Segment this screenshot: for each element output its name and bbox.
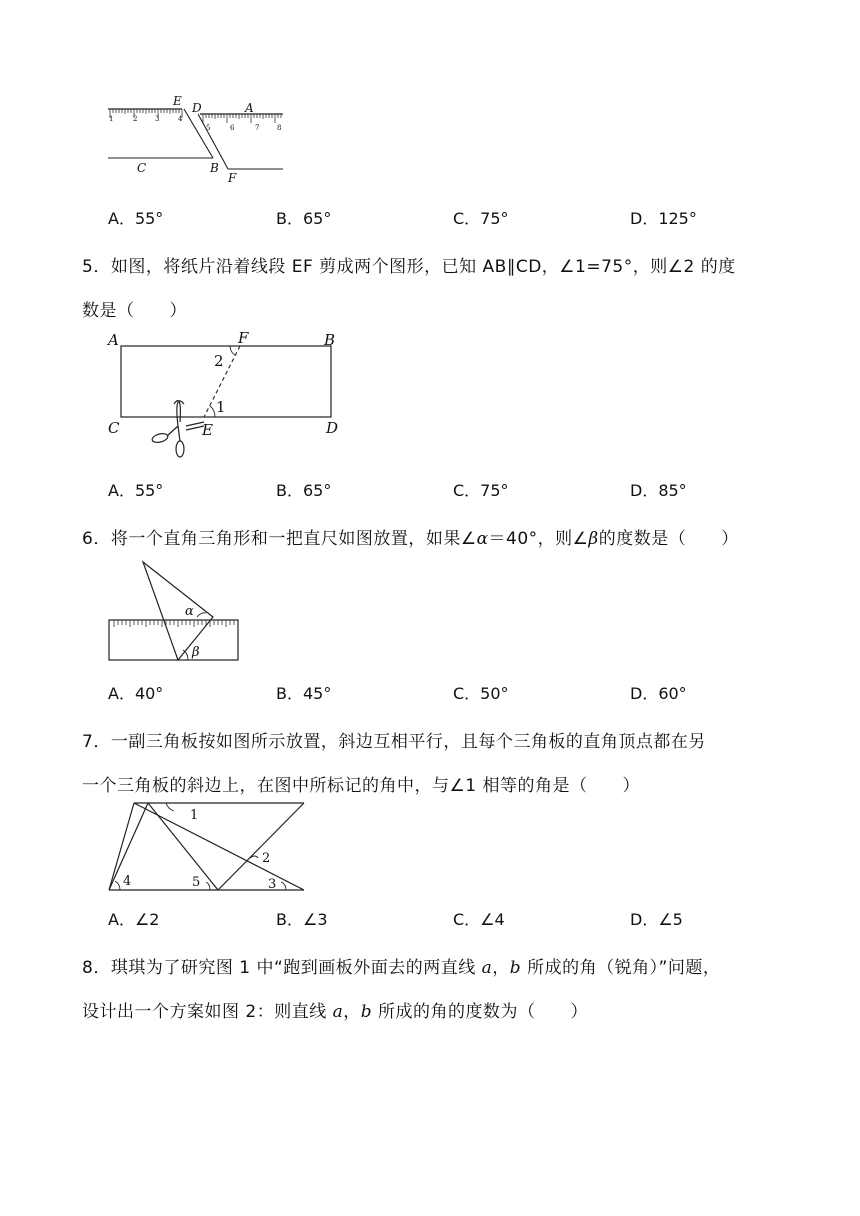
q4-label-B: B — [210, 161, 219, 175]
q6-alpha: α — [476, 529, 489, 549]
q8-line2-part2: 所成的角的度数为（ ） — [372, 1002, 589, 1022]
q5-option-b[interactable]: B．65° — [276, 481, 332, 500]
q4-label-A: A — [245, 101, 254, 115]
q5-label-E: E — [202, 421, 213, 439]
q6-label-beta: β — [192, 645, 200, 660]
q4-label-E: E — [173, 94, 182, 108]
q8-a-2: a — [332, 1002, 344, 1022]
q7-label-angle-5: 5 — [192, 875, 201, 890]
q7-option-d[interactable]: D．∠5 — [630, 910, 683, 929]
q6-figure — [100, 556, 250, 668]
q6-option-c[interactable]: C．50° — [453, 684, 509, 703]
q8-a: a — [481, 958, 493, 978]
q7-option-b[interactable]: B．∠3 — [276, 910, 328, 929]
q6-stem-part3: 的度数是（ ） — [598, 529, 739, 549]
q4-option-d[interactable]: D．125° — [630, 209, 697, 228]
q6-beta: β — [588, 529, 599, 549]
q5-label-angle-1: 1 — [216, 398, 226, 416]
q6-option-d[interactable]: D．60° — [630, 684, 687, 703]
q4-tick-8: 8 — [277, 124, 282, 132]
q8-stem-line2 — [82, 997, 588, 1022]
q5-option-d[interactable]: D．85° — [630, 481, 687, 500]
q7-stem-line1: 7．一副三角板按如图所示放置，斜边互相平行，且每个三角板的直角顶点都在另 — [82, 732, 706, 752]
q4-tick-2: 2 — [133, 115, 138, 123]
q7-label-angle-4: 4 — [123, 874, 132, 889]
q4-option-c[interactable]: C．75° — [453, 209, 509, 228]
q4-label-C: C — [137, 161, 147, 175]
q4-tick-4: 4 — [178, 115, 183, 123]
q7-option-c[interactable]: C．∠4 — [453, 910, 505, 929]
q8-sep-2: ， — [343, 1002, 361, 1022]
q4-label-F: F — [228, 171, 237, 185]
q6-label-alpha: α — [185, 604, 194, 619]
q7-label-angle-2: 2 — [262, 851, 271, 866]
q5-stem-line2: 数是（ ） — [82, 301, 187, 321]
q5-label-C: C — [108, 419, 120, 437]
q4-tick-3: 3 — [155, 115, 160, 123]
q6-option-a[interactable]: A．40° — [108, 684, 164, 703]
q6-option-b[interactable]: B．45° — [276, 684, 332, 703]
q5-label-F: F — [238, 329, 249, 347]
q7-figure — [100, 798, 312, 896]
q4-option-b[interactable]: B．65° — [276, 209, 332, 228]
q4-tick-6: 6 — [230, 124, 235, 132]
q6-stem-part2: ＝40°，则∠ — [488, 529, 589, 549]
q5-option-c[interactable]: C．75° — [453, 481, 509, 500]
q7-option-a[interactable]: A．∠2 — [108, 910, 160, 929]
q8-b-2: b — [360, 1002, 373, 1022]
q5-option-a[interactable]: A．55° — [108, 481, 164, 500]
q7-stem-line2: 一个三角板的斜边上，在图中所标记的角中，与∠1 相等的角是（ ） — [82, 776, 640, 796]
q5-stem-line1: 5．如图，将纸片沿着线段 EF 剪成两个图形，已知 AB∥CD，∠1=75°，则∠2 的度 — [82, 257, 736, 277]
scissors-icon — [151, 401, 204, 457]
q8-stem-part2: 所成的角（锐角）”问题， — [521, 958, 721, 978]
q8-line2-part1: 设计出一个方案如图 2：则直线 — [82, 1002, 333, 1022]
q5-label-angle-2: 2 — [214, 352, 224, 370]
q8-sep: ， — [492, 958, 510, 978]
q8-b: b — [509, 958, 522, 978]
q4-option-a[interactable]: A．55° — [108, 209, 164, 228]
q4-label-D: D — [192, 101, 202, 115]
q4-figure — [100, 92, 300, 187]
q5-label-B: B — [324, 331, 336, 349]
q7-label-angle-3: 3 — [268, 877, 277, 892]
q8-stem-part1: 8．琪琪为了研究图 1 中“跑到画板外面去的两直线 — [82, 958, 482, 978]
q4-tick-1: 1 — [109, 115, 114, 123]
q8-stem-line1 — [82, 953, 720, 978]
q6-stem — [82, 524, 739, 549]
q7-label-angle-1: 1 — [190, 808, 199, 823]
q5-label-A: A — [108, 331, 119, 349]
q5-figure — [100, 326, 360, 466]
q4-tick-7: 7 — [255, 124, 260, 132]
q5-label-D: D — [326, 419, 339, 437]
q6-stem-part1: 6．将一个直角三角形和一把直尺如图放置，如果∠ — [82, 529, 477, 549]
q4-tick-5: 5 — [206, 124, 211, 132]
